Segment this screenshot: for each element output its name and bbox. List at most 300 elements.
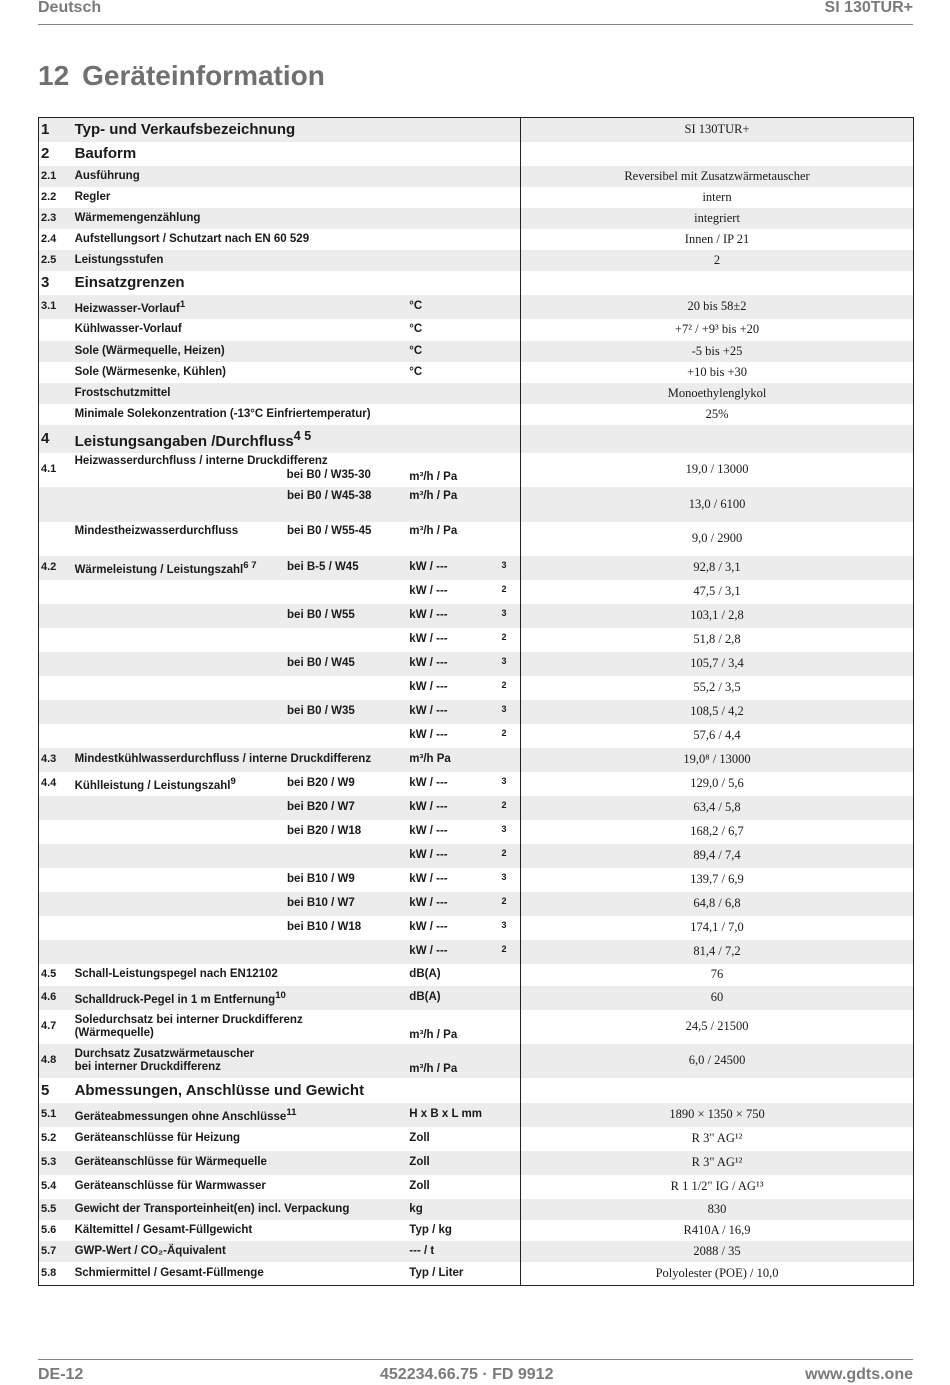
- row-label: [73, 1175, 408, 1199]
- row-unit-text: °C: [409, 300, 423, 312]
- row-value: [521, 916, 914, 940]
- row-condition: [285, 604, 407, 628]
- row-stage: [500, 522, 521, 556]
- row-unit-text: m³/h / Pa: [409, 524, 458, 537]
- row-condition: [285, 487, 407, 522]
- row-value: [521, 628, 914, 652]
- row-number: [39, 892, 73, 916]
- row-label: [73, 425, 500, 453]
- row-stage: [500, 1151, 521, 1175]
- row-value-text: 25%: [705, 406, 729, 421]
- row-unit-text: kW / ---: [409, 681, 448, 693]
- row-label-text: Schmiermittel / Gesamt-Füllmenge: [74, 1266, 264, 1279]
- row-value-text: 51,8 / 2,8: [693, 632, 741, 646]
- row-stage: [500, 772, 521, 796]
- row-number: [39, 1220, 73, 1241]
- row-number-text: 2.1: [41, 169, 57, 182]
- row-condition-text: bei B0 / W35-30: [286, 468, 371, 481]
- row-unit-text: kW / ---: [409, 849, 448, 861]
- row-stage-text: 3: [501, 607, 507, 618]
- row-value: [521, 820, 914, 844]
- row-value: [521, 700, 914, 724]
- footer-page-number: DE-12: [38, 1366, 84, 1383]
- row-stage-text: 2: [501, 799, 507, 810]
- row-label-text: Bauform: [74, 145, 137, 162]
- row-unit: [407, 604, 499, 628]
- row-stage: [500, 425, 521, 453]
- table-row: [39, 868, 914, 892]
- row-label: [73, 142, 500, 166]
- row-number-text: 4.8: [41, 1054, 57, 1066]
- row-unit-text: m³/h Pa: [409, 753, 451, 765]
- row-unit-text: m³/h / Pa: [409, 1028, 458, 1041]
- row-number: [39, 844, 73, 868]
- row-label-text: Regler: [74, 190, 111, 203]
- row-unit: [407, 772, 499, 796]
- row-unit-text: kg: [409, 1202, 423, 1215]
- row-value-text: 139,7 / 6,9: [690, 872, 744, 886]
- row-label-text: Soledurchsatz bei interner Druckdifferenz: [74, 1013, 303, 1026]
- row-stage: [500, 1010, 521, 1044]
- row-unit: [407, 676, 499, 700]
- row-condition-text: bei B10 / W9: [287, 873, 355, 885]
- row-stage: [500, 229, 521, 250]
- row-unit-text: kW / ---: [409, 657, 448, 669]
- footnote-ref: 10: [275, 989, 286, 1001]
- row-unit: [407, 487, 499, 522]
- row-number: [39, 1199, 73, 1220]
- header-language: Deutsch: [38, 0, 102, 16]
- row-value-text: SI 130TUR+: [684, 122, 750, 137]
- row-number: [39, 295, 73, 319]
- table-row: [39, 383, 914, 404]
- row-label: [73, 772, 285, 796]
- row-value-text: R410A / 16,9: [683, 1222, 751, 1237]
- table-row: [39, 964, 914, 986]
- row-value: [521, 604, 914, 628]
- row-value: [521, 295, 914, 319]
- row-value-text: Polyolester (POE) / 10,0: [655, 1265, 779, 1280]
- row-number-text: 5: [41, 1081, 50, 1099]
- row-condition-text: bei B20 / W7: [287, 801, 355, 813]
- row-value: [521, 487, 914, 522]
- row-unit: [407, 868, 499, 892]
- row-unit: [407, 362, 499, 383]
- section-title: Geräteinformation: [82, 60, 325, 91]
- row-label: [73, 1103, 408, 1127]
- row-value: [521, 868, 914, 892]
- row-unit-text: Typ / Liter: [409, 1266, 464, 1279]
- row-value: [521, 271, 914, 295]
- row-label: [73, 1199, 408, 1220]
- row-label-text: Aufstellungsort / Schutzart nach EN 60 529: [74, 232, 310, 245]
- row-stage-text: 2: [501, 631, 507, 642]
- row-value-text: 2: [713, 252, 721, 267]
- table-row: [39, 1151, 914, 1175]
- row-number-text: 2: [41, 145, 50, 162]
- row-value: [521, 1103, 914, 1127]
- row-value-text: 92,8 / 3,1: [693, 560, 741, 574]
- row-unit-text: H x B x L mm: [409, 1108, 482, 1120]
- row-condition: [285, 820, 407, 844]
- row-number-text: 4.7: [41, 1020, 57, 1032]
- row-number: [39, 604, 73, 628]
- section-row: [39, 425, 914, 453]
- footnote-ref: 11: [286, 1106, 297, 1118]
- row-number-text: 5.8: [41, 1266, 57, 1279]
- row-stage: [500, 986, 521, 1010]
- row-condition-text: bei B10 / W7: [287, 897, 355, 909]
- row-label-text: Geräteanschlüsse für Warmwasser: [74, 1180, 266, 1192]
- row-label: [73, 940, 408, 964]
- table-row: [39, 676, 914, 700]
- row-number: [39, 700, 73, 724]
- row-label: [73, 295, 408, 319]
- row-unit: [407, 295, 499, 319]
- row-stage: [500, 166, 521, 187]
- row-unit-text: kW / ---: [409, 897, 448, 909]
- row-number: [39, 964, 73, 986]
- row-label: [73, 187, 500, 208]
- table-row: [39, 1241, 914, 1262]
- row-value-text: R 1 1/2" IG / AG¹³: [670, 1179, 764, 1193]
- row-label: [73, 1241, 408, 1262]
- row-condition: [285, 652, 407, 676]
- row-unit: [407, 1044, 499, 1078]
- row-unit: [407, 1175, 499, 1199]
- footnote-ref: 9: [230, 775, 236, 787]
- table-row: [39, 1010, 914, 1044]
- row-value: [521, 362, 914, 383]
- row-condition: [285, 796, 407, 820]
- row-stage-text: 2: [501, 583, 507, 594]
- row-number: [39, 748, 73, 772]
- row-unit: [407, 748, 499, 772]
- row-value: [521, 1044, 914, 1078]
- row-value: [521, 383, 914, 404]
- row-value: [521, 1175, 914, 1199]
- row-number: [39, 166, 73, 187]
- row-value-text: integriert: [694, 210, 740, 225]
- row-label-text: Leistungsangaben /Durchfluss: [74, 432, 294, 450]
- row-unit-text: °C: [409, 344, 423, 357]
- row-value: [521, 748, 914, 772]
- row-condition: [285, 772, 407, 796]
- row-condition-text: bei B0 / W55-45: [287, 524, 372, 537]
- row-number: [39, 1241, 73, 1262]
- row-number: [39, 628, 73, 652]
- row-condition-text: bei B0 / W45: [287, 657, 355, 669]
- row-stage: [500, 748, 521, 772]
- row-stage: [500, 1241, 521, 1262]
- row-unit-text: m³/h / Pa: [409, 1062, 458, 1075]
- row-label: [73, 986, 408, 1010]
- row-unit: [407, 820, 499, 844]
- row-unit: [407, 1103, 499, 1127]
- row-stage: [500, 453, 521, 487]
- row-condition-text: bei B20 / W9: [287, 777, 355, 789]
- row-label: [73, 964, 408, 986]
- row-unit: [407, 1241, 499, 1262]
- row-stage: [500, 271, 521, 295]
- row-condition: [285, 916, 407, 940]
- row-unit: [407, 522, 499, 556]
- row-label: [73, 628, 408, 652]
- table-row: [39, 341, 914, 362]
- row-unit-text: --- / t: [409, 1244, 435, 1257]
- row-number-text: 2.3: [41, 211, 57, 224]
- row-label: [73, 700, 285, 724]
- row-unit-text: m³/h / Pa: [409, 470, 458, 483]
- footnote-ref: 1: [179, 298, 186, 310]
- row-value: [521, 940, 914, 964]
- row-number: [39, 796, 73, 820]
- row-stage: [500, 1220, 521, 1241]
- row-value: [521, 1078, 914, 1103]
- table-row: [39, 208, 914, 229]
- row-label: [73, 271, 500, 295]
- row-number-text: 4.3: [41, 753, 57, 765]
- device-info-table: [38, 117, 914, 1286]
- row-label-text: Mindestheizwasserdurchfluss: [74, 524, 239, 537]
- row-label-text: Kältemittel / Gesamt-Füllgewicht: [74, 1223, 253, 1236]
- row-value: [521, 341, 914, 362]
- row-condition: [285, 868, 407, 892]
- row-value: [521, 556, 914, 580]
- row-value-text: 19,0 / 13000: [685, 462, 749, 476]
- row-condition-text: bei B0 / W55: [287, 609, 355, 621]
- row-stage: [500, 724, 521, 748]
- row-stage: [500, 208, 521, 229]
- row-number-text: 5.6: [41, 1223, 57, 1236]
- row-label-text: Heizwasserdurchfluss / interne Druckdifferenz: [74, 454, 328, 467]
- row-label: [73, 208, 500, 229]
- row-value-text: Reversibel mit Zusatzwärmetauscher: [624, 168, 810, 183]
- row-label-text: Wärmeleistung / Leistungszahl: [74, 563, 244, 576]
- row-unit: [407, 892, 499, 916]
- row-number: [39, 319, 73, 341]
- row-stage: [500, 362, 521, 383]
- table-row: [39, 772, 914, 796]
- row-value-text: 19,0⁸ / 13000: [683, 752, 751, 766]
- row-label: [73, 868, 285, 892]
- row-value-text: 24,5 / 21500: [685, 1019, 749, 1033]
- row-label: [73, 1078, 500, 1103]
- section-row: [39, 1078, 914, 1103]
- row-stage-text: 3: [501, 919, 507, 930]
- row-condition: [285, 892, 407, 916]
- row-number: [39, 772, 73, 796]
- row-unit: [407, 796, 499, 820]
- row-label-text: Frostschutzmittel: [74, 386, 171, 399]
- row-number: [39, 208, 73, 229]
- row-stage: [500, 1262, 521, 1286]
- row-label-text: Wärmemengenzählung: [74, 211, 201, 224]
- row-label-text: GWP-Wert / CO₂-Äquivalent: [74, 1244, 226, 1257]
- row-label-text: Minimale Solekonzentration (-13°C Einfriertemperatur): [74, 407, 371, 420]
- table-row: [39, 652, 914, 676]
- row-number-text: 4.1: [41, 463, 57, 475]
- row-unit-text: m³/h / Pa: [409, 489, 458, 502]
- row-unit-text: kW / ---: [409, 873, 448, 885]
- footnote-ref: 4 5: [293, 428, 312, 443]
- row-label: [73, 652, 285, 676]
- row-label: [73, 1262, 408, 1286]
- row-unit: [407, 844, 499, 868]
- row-unit: [407, 964, 499, 986]
- table-row: [39, 250, 914, 271]
- row-label: [73, 229, 500, 250]
- footnote-ref: 6 7: [243, 559, 257, 571]
- row-number: [39, 724, 73, 748]
- row-number-text: 5.1: [41, 1108, 57, 1120]
- row-number: [39, 118, 73, 142]
- row-label: [73, 1044, 408, 1078]
- table-row: [39, 844, 914, 868]
- row-condition-text: bei B10 / W18: [287, 921, 362, 933]
- row-value: [521, 580, 914, 604]
- row-number-text: 4.5: [41, 968, 57, 980]
- row-value-text: Monoethylenglykol: [667, 385, 767, 400]
- row-stage: [500, 676, 521, 700]
- row-unit-text: °C: [409, 323, 423, 335]
- row-label: [73, 166, 500, 187]
- row-label: [73, 383, 500, 404]
- row-label-text-line2: bei interner Druckdifferenz: [74, 1060, 221, 1073]
- row-number: [39, 1103, 73, 1127]
- row-value-text: 129,0 / 5,6: [690, 776, 744, 790]
- row-unit-text: kW / ---: [409, 705, 448, 717]
- row-label: [73, 453, 408, 487]
- row-label: [73, 820, 285, 844]
- table-row: [39, 604, 914, 628]
- row-label-text: Sole (Wärmesenke, Kühlen): [74, 365, 227, 378]
- row-condition-text: bei B20 / W18: [287, 825, 362, 837]
- row-stage: [500, 700, 521, 724]
- row-unit-text: Zoll: [409, 1180, 430, 1192]
- row-stage: [500, 1127, 521, 1151]
- row-number: [39, 868, 73, 892]
- row-label-text: Kühlleistung / Leistungszahl: [74, 779, 231, 792]
- row-value-text: 60: [710, 990, 724, 1004]
- row-unit: [407, 700, 499, 724]
- row-unit-text: kW / ---: [409, 633, 448, 645]
- row-value-text: 76: [710, 967, 724, 981]
- row-stage-text: 2: [501, 943, 507, 954]
- row-value-text: 20 bis 58±2: [687, 299, 747, 313]
- table-row: [39, 986, 914, 1010]
- row-value-text: 9,0 / 2900: [691, 531, 743, 545]
- row-unit: [407, 986, 499, 1010]
- row-label: [73, 250, 500, 271]
- row-value-text: 103,1 / 2,8: [690, 608, 744, 622]
- row-value: [521, 229, 914, 250]
- row-stage-text: 2: [501, 847, 507, 858]
- row-number-text: 4.4: [41, 777, 57, 789]
- row-unit-text: Zoll: [409, 1156, 430, 1168]
- table-row: [39, 820, 914, 844]
- row-value-text: 13,0 / 6100: [688, 496, 746, 511]
- row-value: [521, 404, 914, 425]
- row-number: [39, 820, 73, 844]
- page-title: [38, 60, 325, 92]
- row-value-text: +7² / +9³ bis +20: [674, 322, 760, 336]
- row-value: [521, 796, 914, 820]
- row-value: [521, 319, 914, 341]
- section-row: [39, 118, 914, 142]
- row-number: [39, 487, 73, 522]
- row-label-text: Leistungsstufen: [74, 253, 164, 266]
- row-value-text: 89,4 / 7,4: [693, 848, 741, 862]
- row-stage: [500, 580, 521, 604]
- row-unit: [407, 628, 499, 652]
- row-label: [73, 796, 285, 820]
- row-stage: [500, 1199, 521, 1220]
- table-row: [39, 404, 914, 425]
- row-unit: [407, 1220, 499, 1241]
- row-number-text: 4.2: [41, 561, 57, 573]
- row-number: [39, 1078, 73, 1103]
- page-header: [38, 0, 913, 25]
- row-unit-text: Zoll: [409, 1132, 430, 1144]
- row-label: [73, 319, 408, 341]
- row-unit: [407, 1262, 499, 1286]
- row-condition: [285, 556, 407, 580]
- table-row: [39, 166, 914, 187]
- row-stage: [500, 187, 521, 208]
- row-stage: [500, 652, 521, 676]
- row-stage: [500, 892, 521, 916]
- row-label-text: Geräteanschlüsse für Wärmequelle: [74, 1156, 267, 1168]
- row-label-text: Abmessungen, Anschlüsse und Gewicht: [74, 1081, 365, 1099]
- row-number-text: 5.4: [41, 1180, 57, 1192]
- row-value: [521, 964, 914, 986]
- row-stage: [500, 940, 521, 964]
- row-value: [521, 250, 914, 271]
- row-value: [521, 724, 914, 748]
- row-unit: [407, 652, 499, 676]
- row-label: [73, 892, 285, 916]
- row-unit: [407, 1151, 499, 1175]
- row-value: [521, 208, 914, 229]
- row-number: [39, 187, 73, 208]
- row-unit-text: kW / ---: [409, 777, 448, 789]
- row-number: [39, 652, 73, 676]
- row-value: [521, 425, 914, 453]
- row-condition-text: bei B0 / W35: [287, 705, 355, 717]
- row-number-text: 4: [41, 430, 50, 447]
- row-value: [521, 676, 914, 700]
- row-number: [39, 1151, 73, 1175]
- row-label: [73, 1010, 408, 1044]
- row-number-text: 5.3: [41, 1156, 57, 1168]
- table-row: [39, 796, 914, 820]
- row-label: [73, 1127, 408, 1151]
- row-unit: [407, 1127, 499, 1151]
- row-value-text: 108,5 / 4,2: [690, 704, 744, 718]
- row-value-text: 174,1 / 7,0: [690, 920, 744, 934]
- row-value: [521, 1262, 914, 1286]
- row-stage: [500, 916, 521, 940]
- row-stage: [500, 556, 521, 580]
- row-value: [521, 1127, 914, 1151]
- row-value: [521, 1241, 914, 1262]
- table-row: [39, 748, 914, 772]
- row-number: [39, 916, 73, 940]
- row-number: [39, 676, 73, 700]
- row-label: [73, 362, 408, 383]
- row-value-text: 105,7 / 3,4: [690, 656, 744, 670]
